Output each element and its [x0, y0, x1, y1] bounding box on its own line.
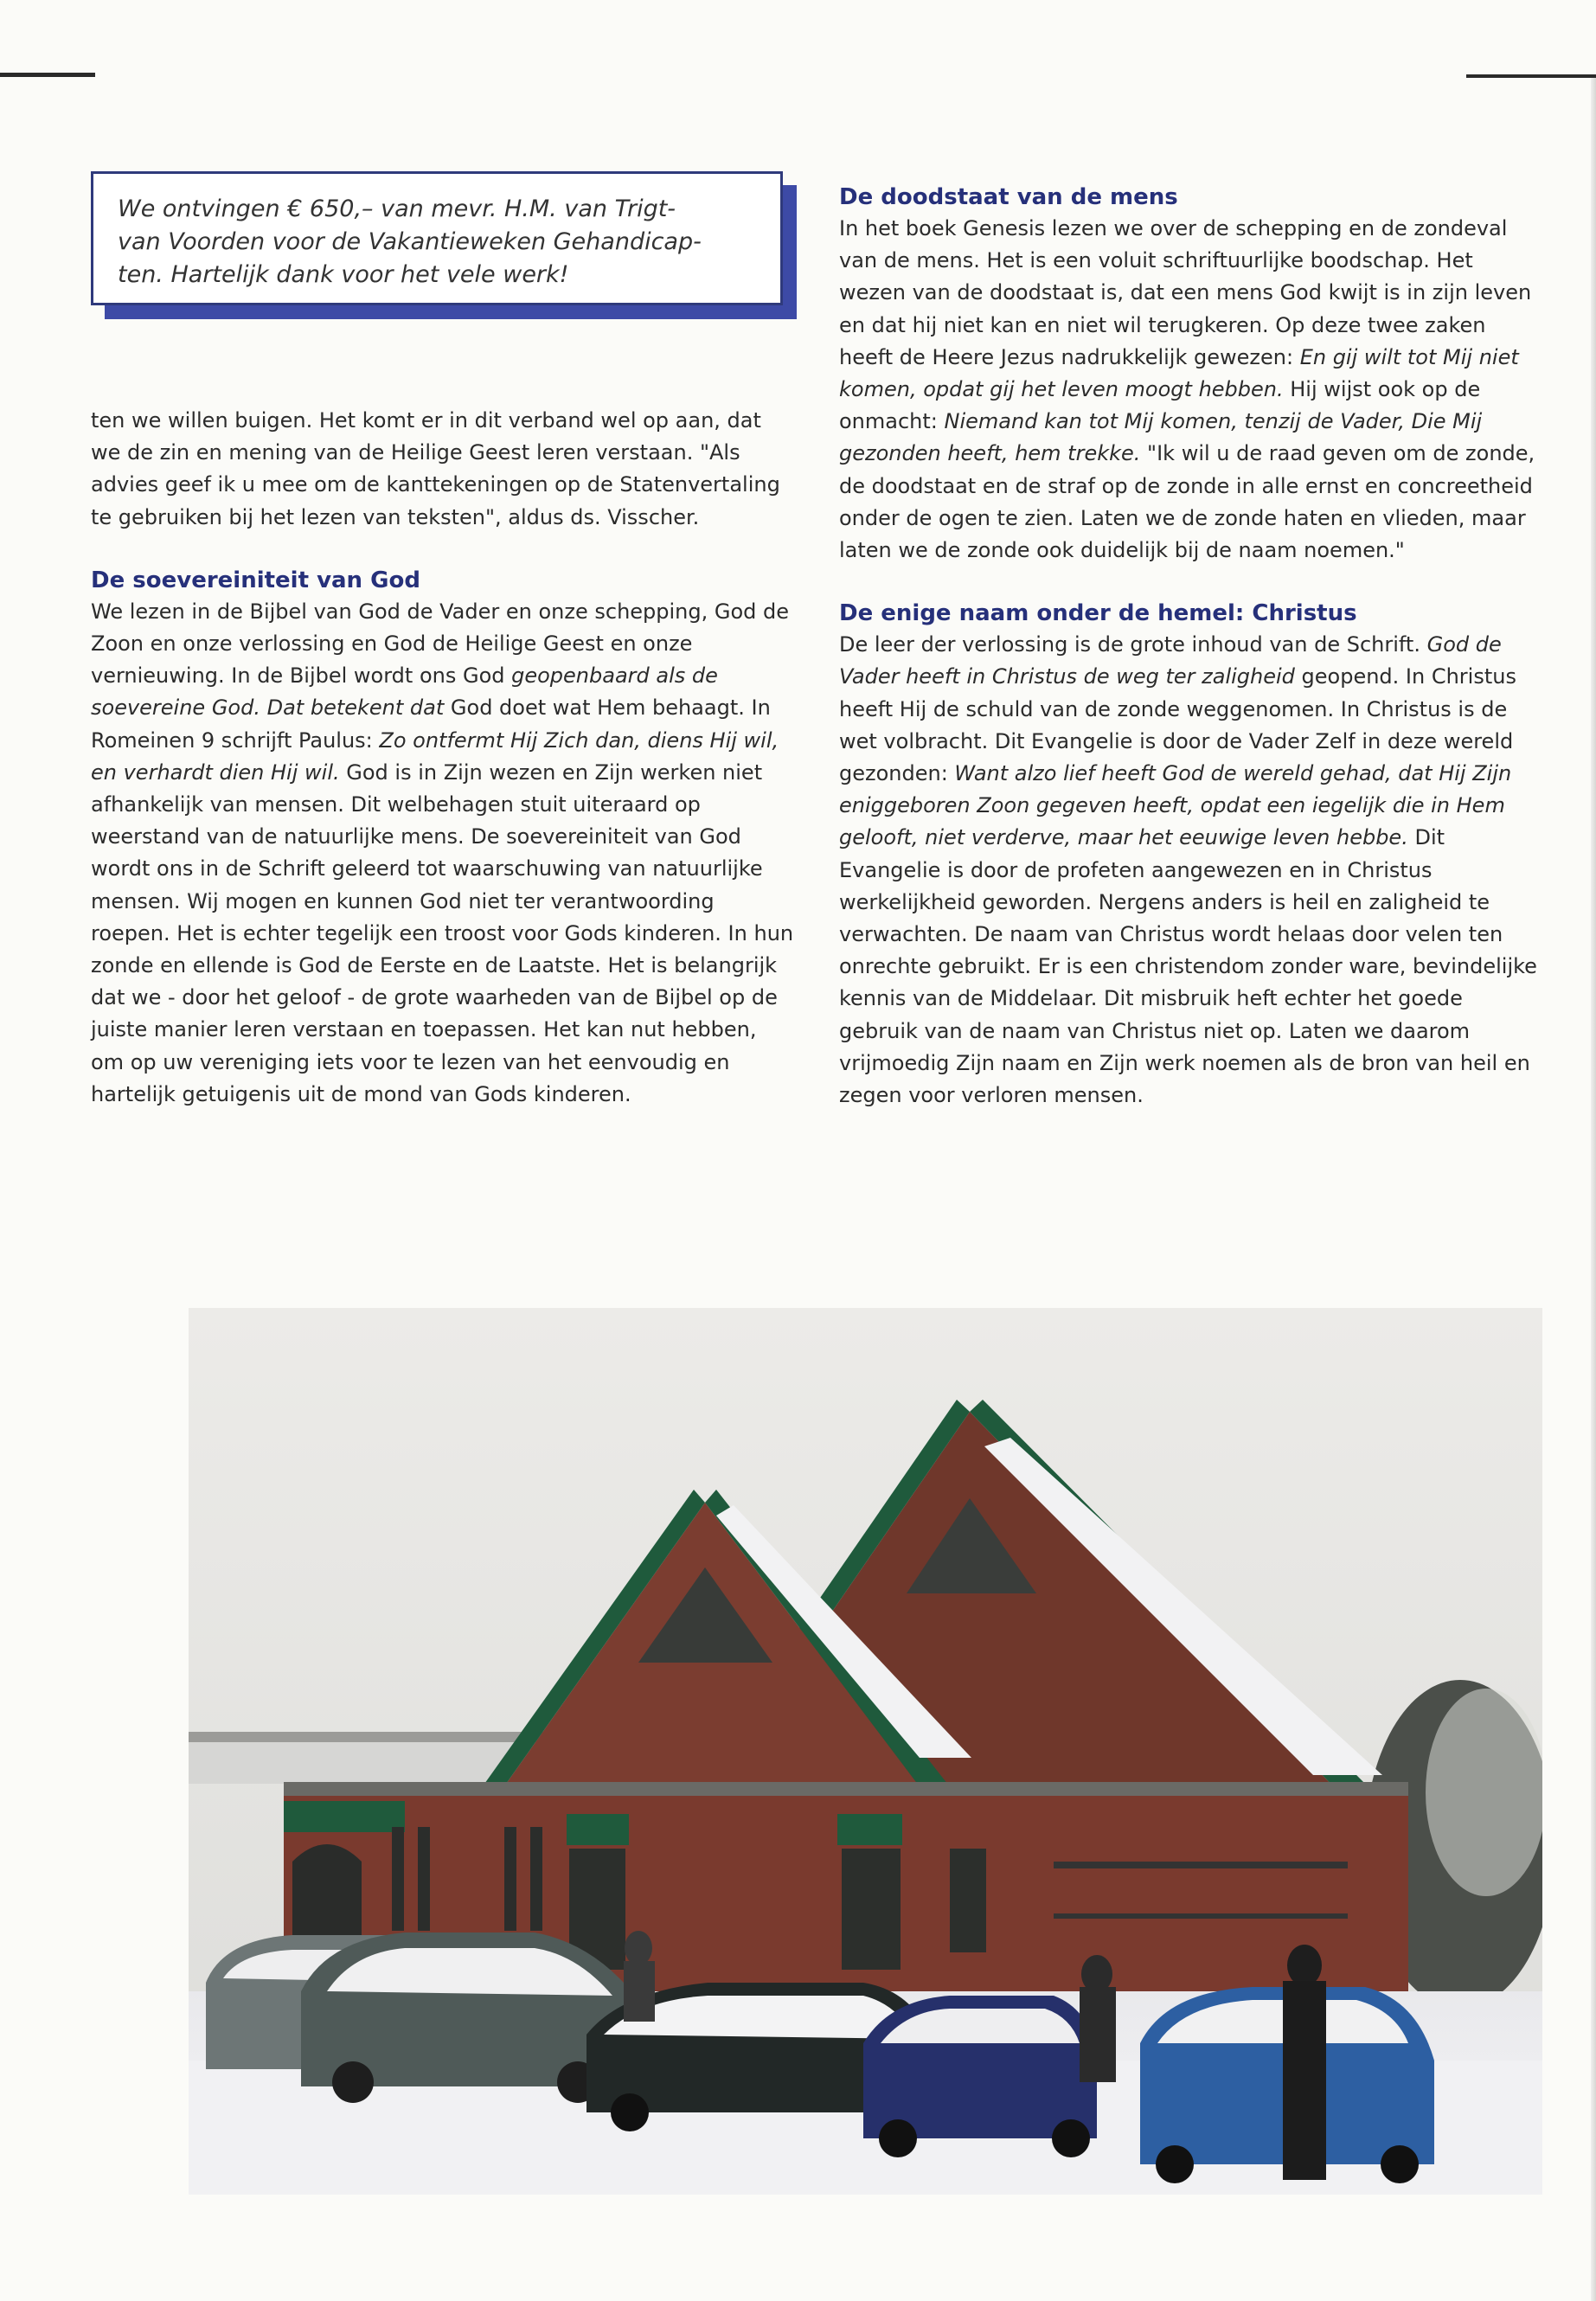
page-edge-shadow [1591, 78, 1596, 2301]
notice-line: We ontvingen € 650,– van mevr. H.M. van Trigt- [118, 195, 676, 222]
body-text: God is in Zijn wezen en Zijn werken niet afhankelijk van mensen. Dit welbehagen stuit uiteraard op weerstand van de natuurlijke mens. De soevereiniteit van God wordt ons in de Schrift geleerd tot waarschuwing van natuurlijke mensen. Wij mogen en kunnen God niet ter verantwoording roepen. Het is echter tegelijk een troost voor Gods kinderen. In hun zonde en ellende is God de Eerste en de Laatste. Het is belangrijk dat we - door het geloof - de grote waarheden van de Bijbel op de juiste manier leren verstaan en toepassen. Het kan nut hebben, om op uw vereniging iets voor te lezen van het eenvoudig en hartelijk getuigenis uit de mond van Gods kinderen. [91, 760, 794, 1106]
body-text: In het boek Genesis lezen we over de schepping en de zondeval van de mens. Het is een voluit schriftuurlijke boodschap. Het wezen van de doodstaat is, dat een mens God kwijt is in zijn leven en dat hij niet kan en niet wil terugkeren. Op deze twee zaken heeft de Heere Jezus nadrukkelijk gewezen: [839, 216, 1532, 369]
christ-paragraph [839, 629, 1544, 1112]
right-column [839, 182, 1544, 1112]
donation-notice-box [91, 171, 783, 305]
body-text: God doet wat Hem behaagt. In Romeinen 9 schrijft Paulus: [91, 695, 771, 753]
body-text: De leer der verlossing is de grote inhoud van de Schrift. [839, 632, 1427, 657]
body-text: "Ik wil u de raad geven om de zonde, de doodstaat en de straf op de zonde in alle ernst en concreetheid onder de ogen te zien. Laten we de zonde haten en vlieden, maar laten we de zonde ook duidelijk bij de naam noemen." [839, 441, 1535, 563]
scripture-quote: Niemand kan tot Mij komen, tenzij de Vader, Die Mij gezonden heeft, hem trekke. [839, 409, 1483, 466]
scan-edge-mark [0, 73, 95, 77]
body-text: Dit Evangelie is door de profeten aangewezen en in Christus werkelijkheid geworden. Nergens anders is heil en zaligheid te verwachten. De naam van Christus wordt helaas door velen ten onrechte gebruikt. Er is een christendom zonder ware, bevindelijke kennis van de Middelaar. Dit misbruik heft echter het goede gebruik van de naam van Christus niet op. Laten we daarom vrijmoedig Zijn naam en Zijn werk noemen als de bron van heil en zegen voor verloren mensen. [839, 825, 1537, 1108]
scripture-quote: En gij wilt tot Mij niet komen, opdat gij het leven moogt hebben. [839, 344, 1519, 402]
section-heading-christ: De enige naam onder de hemel: Christus [839, 600, 1357, 627]
intro-paragraph: ten we willen buigen. Het komt er in dit verband wel op aan, dat we de zin en mening van de Heilige Geest leren verstaan. "Als advies geef ik u mee om de kanttekeningen op de Statenvertaling te gebruiken bij het lezen van teksten", aldus ds. Visscher. [91, 408, 780, 529]
body-text: geopend. In Christus heeft Hij de schuld van de zonde weggenomen. In Christus is de wet volbracht. Dit Evangelie is door de Vader Zelf in deze wereld gezonden: [839, 664, 1516, 786]
notice-line: ten. Hartelijk dank voor het vele werk! [118, 261, 569, 288]
left-column [91, 405, 796, 1111]
notice-line: van Voorden voor de Vakantieweken Gehandicap- [118, 228, 702, 255]
section-heading-death-state: De doodstaat van de mens [839, 184, 1178, 210]
body-text: Hij wijst ook op de onmacht: [839, 377, 1481, 434]
sovereignty-paragraph [91, 596, 796, 1111]
scripture-quote: Zo ontfermt Hij Zich dan, diens Hij wil, en verhardt dien Hij wil. [91, 727, 779, 785]
scan-edge-mark [1466, 74, 1596, 78]
scripture-quote: Want alzo lief heeft God de wereld gehad, dat Hij Zijn eniggeboren Zoon gegeven heeft, opdat een iegelijk die in Hem gelooft, niet verderve, maar het eeuwige leven hebbe. [839, 761, 1512, 850]
death-state-paragraph [839, 213, 1544, 567]
body-text: We lezen in de Bijbel van God de Vader en onze schepping, God de Zoon en onze verlossing en God de Heilige Geest en onze vernieuwing. In de Bijbel wordt ons God [91, 599, 790, 689]
section-heading-sovereignty: De soevereiniteit van God [91, 567, 420, 593]
body-italic: God de Vader heeft in Christus de weg ter zaligheid [839, 632, 1502, 689]
body-italic: geopenbaard als de soevereine God. Dat betekent dat [91, 663, 718, 721]
church-photo [189, 1308, 1542, 2195]
church-illustration [189, 1308, 1542, 2195]
